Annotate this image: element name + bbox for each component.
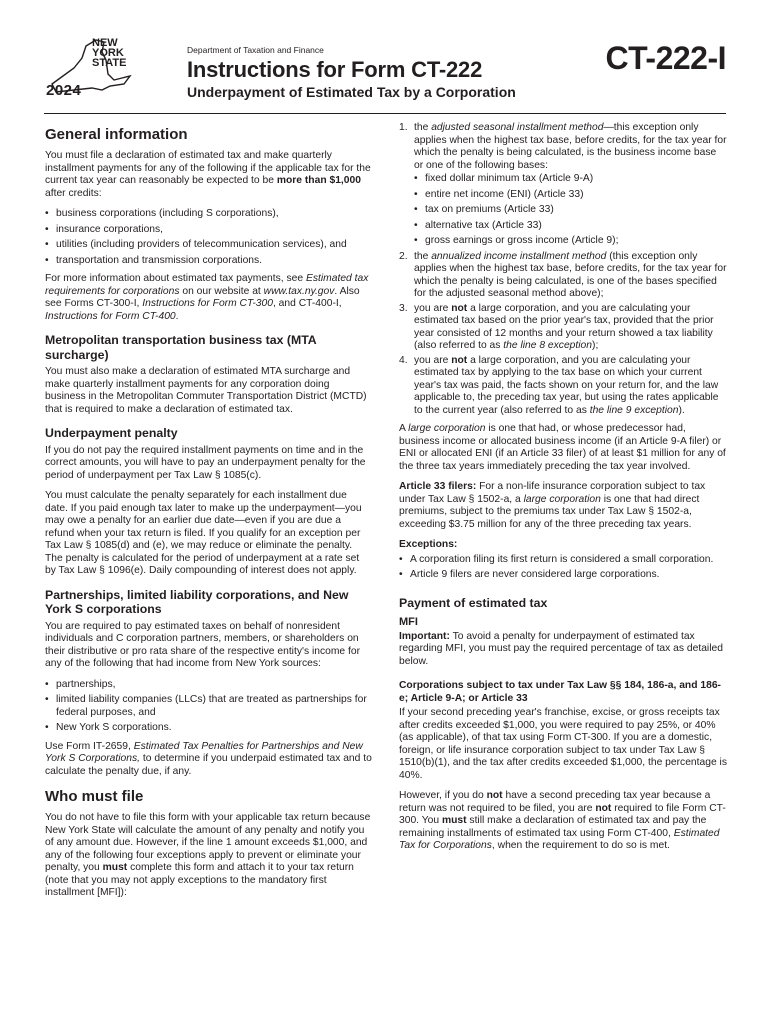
- mfi-heading: MFI: [399, 616, 418, 628]
- emphasis: not: [451, 354, 468, 366]
- run-in-heading: Article 33 filers:: [399, 481, 477, 492]
- exceptions-bullet-list: [399, 554, 727, 582]
- text: );: [592, 340, 599, 351]
- text: .: [175, 310, 179, 322]
- text: . Also see Forms CT-300-I,: [45, 285, 360, 309]
- exception-name: the line 9 exception: [589, 404, 679, 416]
- payment-paragraph-3: [399, 790, 727, 853]
- emphasis: must: [441, 815, 467, 826]
- penalty-paragraph-1: If you do not pay the required installment payments on time and in the correct amounts, you will have to pay an underpayment penalty for the period of underpayment per Tax Law § 1085(c).: [45, 444, 366, 481]
- list-item: • tax on premiums (Article 33): [414, 204, 727, 217]
- general-paragraph-1: [45, 150, 372, 200]
- partnerships-paragraph-2: [45, 741, 372, 779]
- text: ).: [678, 404, 685, 416]
- publication-title: Instructions for Form CT-400: [45, 310, 176, 322]
- text: To avoid a penalty for underpayment of estimated tax regarding MFI, you must pay the required percentage of tax as detailed below.: [399, 630, 723, 667]
- list-item: • limited liability companies (LLCs) that are treated as partnerships for federal purposes, and: [45, 694, 372, 719]
- general-paragraph-2: [45, 273, 372, 323]
- item-number: 3.: [399, 302, 408, 314]
- payment-heading: Payment of estimated tax: [399, 595, 548, 610]
- corporations-subheading: Corporations subject to tax under Tax Law §§ 184, 186-a, and 186-e; Article 9-A; or Article 33: [399, 680, 721, 704]
- item-number: 4.: [399, 354, 408, 366]
- page-subtitle: Underpayment of Estimated Tax by a Corporation: [187, 84, 516, 100]
- article-33-paragraph: [399, 481, 727, 531]
- large-corporation-paragraph: [399, 423, 727, 473]
- text: required to file Form CT-300. You: [399, 802, 726, 826]
- list-item: • Article 9 filers are never considered large corporations.: [399, 569, 727, 582]
- who-must-file-heading: Who must file: [45, 788, 144, 805]
- text: However, if you do: [399, 790, 487, 801]
- form-title: Estimated Tax for Corporations: [399, 827, 720, 851]
- tax-year: 2024: [46, 82, 82, 99]
- text: a large corporation, and you are calculating your estimated tax based on the prior year's tax, provided that the prior year consisted of 12 months and your return showed a tax liability (also referred to as: [414, 302, 714, 351]
- text: to determine if you underpaid estimated tax and to calculate the penalty due, if any.: [45, 753, 372, 777]
- defined-term: large corporation: [408, 423, 486, 434]
- mfi-paragraph: [399, 631, 727, 669]
- form-number: CT-222-I: [605, 40, 726, 76]
- left-column: [45, 122, 372, 908]
- list-item: • alternative tax (Article 33): [414, 220, 727, 233]
- text: you are: [414, 354, 452, 366]
- item-number: 2.: [399, 250, 408, 262]
- emphasis: must: [102, 862, 128, 873]
- general-heading: General information: [45, 126, 188, 143]
- text: For more information about estimated tax payments, see: [45, 273, 306, 284]
- list-item: • fixed dollar minimum tax (Article 9-A): [414, 173, 727, 186]
- emphasis: not: [451, 302, 468, 314]
- exception-item-4: [399, 355, 727, 418]
- text: You must file a declaration of estimated tax and make quarterly installment payments for any of the following if the applicable tax for the current tax year can reasonably be expected to be: [45, 150, 371, 186]
- exception-item-1: [399, 122, 727, 248]
- list-item: • gross earnings or gross income (Article 9);: [414, 235, 727, 248]
- list-item: • insurance corporations,: [45, 224, 372, 237]
- logo-wordmark: NEW YORK STATE: [92, 37, 127, 69]
- page-header: [0, 0, 770, 110]
- form-title: Estimated Tax Penalties for Partnerships and New York S Corporations,: [45, 740, 363, 764]
- text: the: [414, 122, 432, 133]
- list-item: • transportation and transmission corporations.: [45, 255, 372, 268]
- text: still make a declaration of estimated tax and pay the remaining installments of estimated tax using Form CT-400,: [399, 815, 707, 839]
- nys-logo: [44, 38, 144, 100]
- exceptions-heading: Exceptions:: [399, 539, 458, 550]
- entity-list: [45, 679, 372, 735]
- header-divider: [44, 113, 726, 114]
- text: have a second preceding tax year because a return was not required to be filed, you are: [399, 790, 711, 814]
- method-name: adjusted seasonal installment method: [431, 122, 604, 133]
- list-item: • New York S corporations.: [45, 722, 372, 735]
- right-column: [399, 122, 727, 861]
- publication-title: Instructions for Form CT-300: [142, 298, 273, 309]
- text: (this exception only applies when the highest tax base, before credits, for the tax year for which the penalty is being calculated, is one of the bases specified for the adjusted seasonal method above);: [414, 250, 727, 299]
- item-number: 1.: [399, 122, 408, 133]
- text: A: [399, 423, 409, 434]
- who-must-file-paragraph: [45, 812, 372, 900]
- bases-list: [414, 173, 727, 248]
- text: complete this form and attach it to your tax return (note that you may not apply exceptions to the mandatory first installment [MFI]):: [45, 862, 354, 898]
- partnerships-paragraph-1: You are required to pay estimated taxes on behalf of nonresident individuals and C corporation partners, members, or shareholders on their distributive or pro rata share of the respective entity's income for any of the following that had income from New York sources:: [45, 620, 361, 669]
- text: , and CT-400-I,: [272, 298, 342, 309]
- mta-paragraph: You must also make a declaration of estimated MTA surcharge and make quarterly installment payments for any corporation doing business in the Metropolitan Commuter Transportation District (MCTD) that is required to make a declaration of estimated tax.: [45, 366, 367, 415]
- penalty-paragraph-2: You must calculate the penalty separately for each installment due date. If you paid enough tax later to make up the underpayment—you may owe a penalty for an earlier due date—even if you are due a refund when your tax return is filed. If you qualify for an exception per Tax Law § 1085(d) and (e), we may reduce or eliminate the penalty. The penalty is calculated for the period of underpayment at a rate set by Tax Law § 1096(e). Daily compounding of interest does not apply.: [45, 490, 362, 576]
- exception-item-3: [399, 303, 727, 353]
- text: Use Form IT-2659,: [45, 740, 134, 752]
- exceptions-numbered-list: [399, 122, 727, 417]
- list-item: • utilities (including providers of telecommunication services), and: [45, 239, 372, 252]
- list-item: • entire net income (ENI) (Article 33): [414, 189, 727, 202]
- list-item: • A corporation filing its first return is considered a small corporation.: [399, 554, 727, 567]
- mta-heading: Metropolitan transportation business tax (MTA surcharge): [45, 333, 317, 362]
- text: a large corporation, and you are calculating your estimated tax by applying to the tax base on which your current year's tax was paid, the facts shown on your return for, and the law applicable to, the preceding tax year, but using the rates applicable to the current year (also referred to as: [414, 354, 719, 416]
- taxpayer-list: [45, 208, 372, 267]
- emphasis: not: [486, 790, 503, 801]
- text: the: [414, 250, 432, 262]
- text: after credits:: [45, 187, 102, 199]
- penalty-heading: Underpayment penalty: [45, 426, 178, 440]
- text: , when the requirement to do so is met.: [491, 840, 670, 851]
- page-title: Instructions for Form CT-222: [187, 57, 483, 82]
- run-in-heading: Important:: [399, 630, 450, 642]
- exception-name: the line 8 exception: [503, 340, 593, 351]
- emphasis: more than $1,000: [276, 175, 361, 186]
- publication-title: Estimated tax requirements for corporations: [45, 273, 369, 297]
- defined-term: large corporation: [523, 493, 601, 505]
- text: on our website at: [179, 285, 264, 297]
- method-name: annualized income installment method: [431, 250, 607, 262]
- text: —this exception only applies when the highest tax base, before credits, for the tax year for which the penalty is being calculated, is the business income base or one of the following bases:: [414, 122, 727, 171]
- partnerships-heading: Partnerships, limited liability corporations, and New York S corporations: [45, 587, 349, 616]
- exception-item-2: [399, 251, 727, 301]
- payment-paragraph-2: If your second preceding year's franchise, excise, or gross receipts tax after credits exceeded $1,000, you were required to pay 25%, or 40% (as applicable), of that tax using Form CT-300. If you are a domestic, foreign, or life insurance corporation subject to tax under Tax Law § 1510(b)(1), and the tax after credits exceeded $1,000, the percentage is 40%.: [399, 707, 727, 781]
- text: You do not have to file this form with your applicable tax return because New York State will calculate the amount of any penalty and notify you of any amount due. However, if the line 1 amount exceeds $1,000, and any of the following four exceptions apply to prevent or eliminate your penalty, you: [45, 812, 371, 873]
- text: is one that had, or whose predecessor had, business income or allocated business income (if an Article 9-A filer) or ENI or allocated ENI (if an Article 33 filer) of at least $1 million for any of the three tax years immediately preceding the tax year involved.: [399, 423, 726, 472]
- department-name: Department of Taxation and Finance: [187, 45, 324, 55]
- list-item: • business corporations (including S corporations),: [45, 208, 372, 221]
- list-item: • partnerships,: [45, 679, 372, 692]
- emphasis: not: [595, 802, 612, 814]
- website-link[interactable]: www.tax.ny.gov: [263, 285, 335, 297]
- text: For a non-life insurance corporation subject to tax under Tax Law § 1502-a, a: [399, 481, 706, 505]
- text: is one that had direct premiums, subject to the premiums tax under Tax Law § 1502-a, exceeding $3.75 million for any of the three preceding tax years.: [399, 493, 700, 530]
- text: you are: [414, 302, 452, 314]
